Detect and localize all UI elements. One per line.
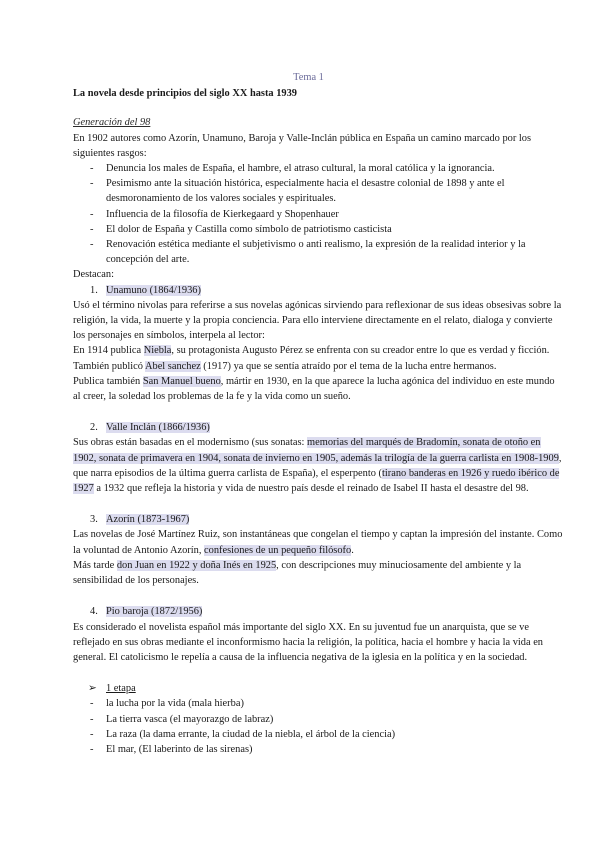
author-name: Azorín (1873-1967) [106, 514, 190, 526]
etapa-heading [73, 681, 564, 696]
etapa-label: 1 etapa [106, 683, 136, 695]
author-heading-azorin [73, 512, 564, 527]
author-heading-valle [73, 420, 564, 435]
highlight: don Juan en 1922 y doña Inés en 1925 [116, 559, 277, 571]
author-number: 1. [90, 284, 98, 296]
valle-paragraph: Sus obras están basadas en el modernismo (sus sonatas: memorias del marqués de Bradomín, sonata de otoño en 1902, sonata de primavera en 1904, sonata de invierno en 1905, además la trilogía de la guerra carlista en 1908-1909, que narra episodios de la última guerra carlista de España), el esperpento (tirano banderas en 1926 y ruedo ibérico de 1927 a 1932 que refleja la historia y vida de nuestro país desde el reinado de Isabel II hasta el desastre del 98. [73, 437, 562, 495]
highlight: memorias del marqués de Bradomín, sonata de otoño en 1902, sonata de primavera en 1904, sonata de invierno en 1905, además la trilogía de la guerra carlista en 1908-1909 [73, 437, 559, 464]
author-name: Unamuno (1864/1936) [106, 284, 201, 296]
baroja-paragraph: Es considerado el novelista español más importante del siglo XX. En su juventud fue un anarquista, que se ve reflejado en sus obras mediante el inconformismo hacia la religión, la política, hacia el hombre y hacia la vida en general. El catolicismo le repelía a causa de la influencia negativa de la iglesia en la política y en la sociedad. [73, 621, 543, 663]
list-item: - La tierra vasca (el mayorazgo de labraz) [73, 712, 564, 727]
list-item: - El dolor de España y Castilla como símbolo de patriotismo casticista [73, 222, 564, 237]
highlight: Abel sanchez [145, 360, 201, 372]
highlight: tirano banderas en 1926 y ruedo ibérico de 1927 [73, 467, 560, 495]
unamuno-paragraph-1: Usó el término nivolas para referirse a sus novelas agónicas sirviendo para reflexionar de sus ideas obsesivas sobre la religión, la vida, la muerte y la propia conciencia. Para ello interviene directamente en el relato, dialoga y convierte los personajes en símbolos, interpela al lector: [73, 299, 562, 342]
highlight: Niebla [143, 345, 172, 357]
author-name: Pio baroja (1872/1956) [106, 606, 203, 618]
unamuno-paragraph-2: En 1914 publica Niebla, su protagonista Augusto Pérez se enfrenta con su creador entre lo que es verdad y ficción. [73, 345, 550, 357]
azorin-paragraph-2: Más tarde don Juan en 1922 y doña Inés en 1925, con descripciones muy minuciosamente del ambiente y la sensibilidad de los personajes. [73, 559, 522, 587]
azorin-paragraph-1: Las novelas de José Martínez Ruiz, son instantáneas que congelan el tiempo y captan la impresión del instante. Como la voluntad de Antonio Azorín, confesiones de un pequeño filósofo. [73, 529, 563, 556]
arrow-bullet-icon: ➢ [88, 683, 97, 695]
list-item: - Renovación estética mediante el subjetivismo o anti realismo, la expresión de la realidad interior y la concepción del arte. [73, 237, 564, 267]
unamuno-paragraph-3: También publicó Abel sanchez (1917) ya que se sentía atraído por el tema de la lucha entre hermanos. [73, 360, 497, 372]
author-heading-unamuno [73, 283, 564, 298]
tema-label: Tema 1 [293, 72, 324, 83]
author-number: 2. [90, 422, 98, 434]
unamuno-paragraph-4: Publica también San Manuel bueno, mártir en 1930, en la que aparece la lucha agónica del individuo en este mundo al creer, la soledad los problemas de la fe y la vida como un sueño. [73, 375, 555, 403]
author-name: Valle Inclán (1866/1936) [106, 422, 210, 434]
author-number: 3. [90, 514, 98, 526]
highlight: San Manuel bueno [142, 375, 221, 387]
generacion-intro: En 1902 autores como Azorín, Unamuno, Baroja y Valle-Inclán pública en España un camino marcado por los siguientes rasgos: [73, 132, 532, 159]
author-heading-baroja [73, 604, 564, 619]
list-item: - Influencia de la filosofía de Kierkegaard y Shopenhauer [73, 207, 564, 222]
list-item: - La raza (la dama errante, la ciudad de la niebla, el árbol de la ciencia) [73, 727, 564, 742]
rasgos-list [73, 161, 564, 267]
destacan-label: Destacan: [73, 269, 114, 281]
list-item: - Pesimismo ante la situación histórica, especialmente hacia el desastre colonial de 1898 y ante el desmoronamiento de los valores sociales y espirituales. [73, 176, 564, 206]
section-heading-generacion: Generación del 98 [73, 117, 151, 129]
list-item: - El mar, (El laberinto de las sirenas) [73, 742, 564, 757]
author-number: 4. [90, 606, 98, 618]
list-item: - Denuncia los males de España, el hambre, el atraso cultural, la moral católica y la ignorancia. [73, 161, 564, 176]
list-item: - la lucha por la vida (mala hierba) [73, 696, 564, 711]
page-title: La novela desde principios del siglo XX hasta 1939 [73, 88, 298, 100]
highlight: confesiones de un pequeño filósofo [204, 544, 352, 556]
obras-list [73, 696, 564, 757]
